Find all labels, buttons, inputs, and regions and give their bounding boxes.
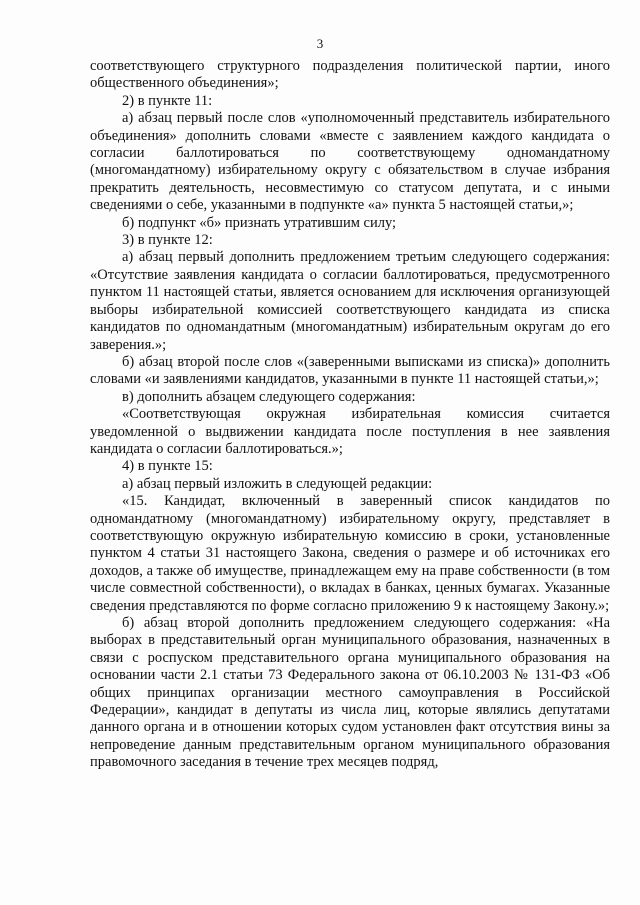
paragraph: 3) в пункте 12: — [122, 232, 213, 249]
paragraph: а) абзац первый после слов «уполномоченный представитель избирательного объединения» дополнить словами «вместе с заявлением каждого кандидата о согласии баллотироваться по соответствующему одномандатному (многомандатному) избирательному округу с обязательством в случае избрания прекратить деятельность, несовместимую со статусом депутата, и с иными сведениями о себе, указанными в подпункте «а» пункта 5 настоящей статьи,»; — [90, 110, 610, 214]
paragraph: в) дополнить абзацем следующего содержания: — [122, 388, 416, 405]
paragraph: б) абзац второй после слов «(заверенными выписками из списка)» дополнить словами «и заявлениями кандидатов, указанными в пункте 11 настоящей статьи,»; — [90, 353, 610, 388]
paragraph: «Соответствующая окружная избирательная комиссия считается уведомленной о выдвижении кандидата после поступления в нее заявления кандидата о согласии баллотироваться.»; — [90, 406, 610, 457]
paragraph: «15. Кандидат, включенный в заверенный список кандидатов по одномандатному (многомандатному) избирательному округу, представляет в соответствующую окружную избирательную комиссию в сроки, установленные пунктом 4 статьи 31 настоящего Закона, сведения о размере и об источниках его доходов, а также об имуществе, принадлежащем ему на праве собственности (в том числе совместной собственности), о вкладах в банках, ценных бумагах. Указанные сведения представляются по форме согласно приложению 9 к настоящему Закону.»; — [90, 493, 610, 614]
paragraph: б) абзац второй дополнить предложением следующего содержания: «На выборах в представительный орган муниципального образования, назначенных в связи с роспуском представительного органа муниципального образования на основании части 2.1 статьи 73 Федерального закона от 06.10.2003 № 131-ФЗ «Об общих принципах организации местного самоуправления в Российской Федерации», кандидат в депутаты из числа лиц, которые являлись депутатами данного органа и в отношении которых судом установлен факт отсутствия вины за непроведение данным представительным органом муниципального образования правомочного заседания в течение трех месяцев подряд, — [90, 615, 610, 771]
paragraph: 2) в пункте 11: — [122, 92, 213, 109]
page-number: 3 — [316, 36, 324, 51]
paragraph: 4) в пункте 15: — [122, 458, 213, 475]
paragraph: б) подпункт «б» признать утратившим силу; — [122, 214, 397, 231]
paragraph: а) абзац первый дополнить предложением третьим следующего содержания: «Отсутствие заявления кандидата о согласии баллотироваться, предусмотренного пунктом 11 настоящей статьи, является основанием для исключения организующей выборы избирательной комиссией соответствующего кандидата из списка кандидатов по одномандатным (многомандатным) избирательным округам до его заверения.»; — [90, 249, 610, 353]
paragraph: а) абзац первый изложить в следующей редакции: — [122, 475, 433, 492]
document-body — [90, 58, 610, 772]
paragraph: соответствующего структурного подразделения политической партии, иного общественного объединения»; — [90, 58, 610, 92]
